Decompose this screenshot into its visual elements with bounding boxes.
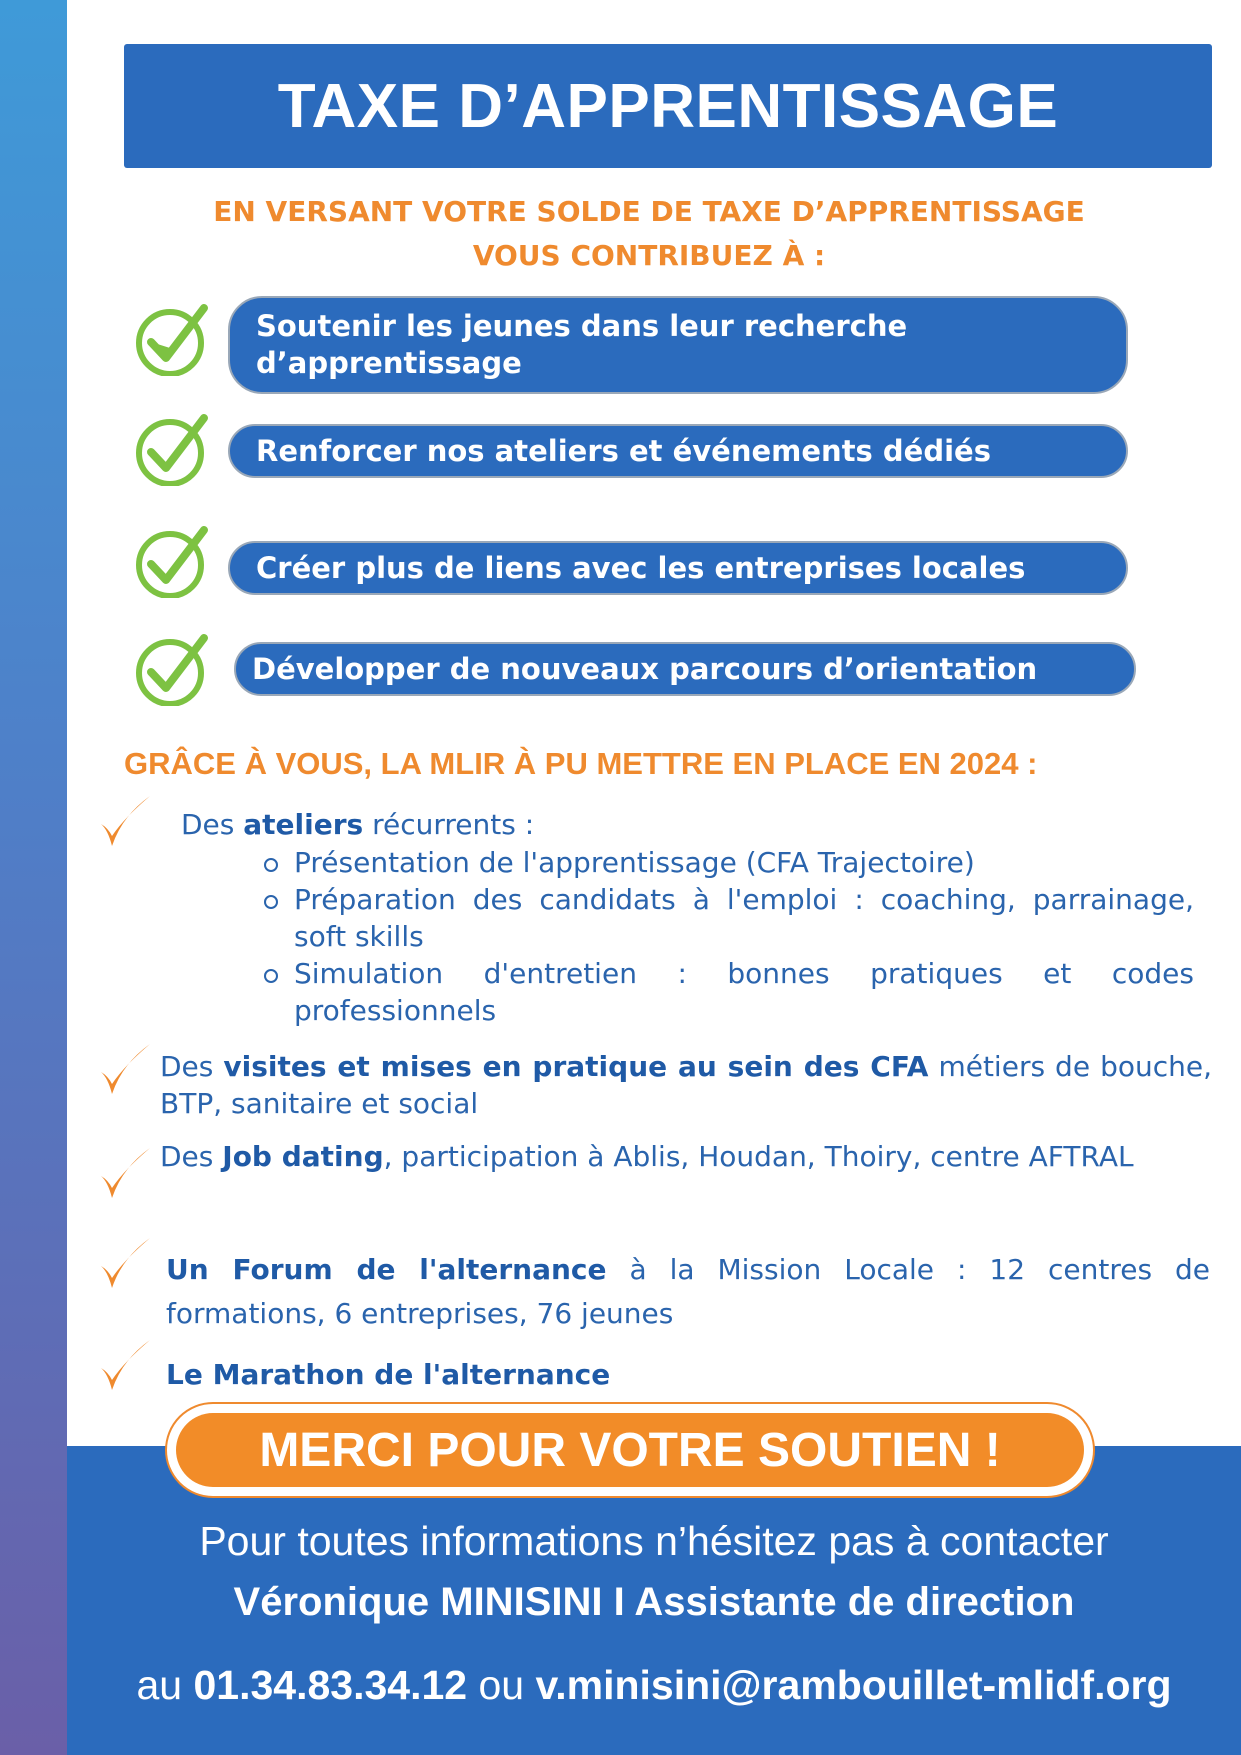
ateliers-intro [181, 806, 534, 843]
achievements-heading: GRÂCE À VOUS, LA MLIR À PU METTRE EN PLACE EN 2024 : [124, 746, 1038, 781]
checkmark-icon [98, 1144, 152, 1202]
title-banner [124, 44, 1212, 168]
ateliers-bold: ateliers [243, 808, 364, 841]
marathon-bold: Le Marathon de l'alternance [166, 1358, 611, 1391]
email-address: v.minisini@rambouillet-mlidf.org [535, 1662, 1172, 1708]
benefit-pill-1 [228, 296, 1128, 394]
checkmark-icon [98, 1336, 152, 1394]
intro-line-1: EN VERSANT VOTRE SOLDE DE TAXE D’APPRENTISSAGE [213, 195, 1085, 228]
ateliers-list [262, 844, 1194, 1029]
benefit-item-4 [134, 632, 1134, 706]
contact-person: Véronique MINISINI I Assistante de direction [233, 1580, 1075, 1624]
list-item: Simulation d'entretien : bonnes pratiques et codes professionnels [262, 955, 1194, 1029]
check-circle-icon [134, 302, 212, 376]
phone-number: 01.34.83.34.12 [193, 1662, 468, 1708]
checkmark-icon [98, 792, 152, 850]
benefit-1-line-2: d’apprentissage [256, 346, 522, 380]
check-circle-icon [134, 632, 212, 706]
forum-bold: Un Forum de l'alternance [166, 1253, 607, 1286]
checkmark-icon [98, 1040, 152, 1098]
job-dating-prefix: Des [160, 1140, 223, 1173]
job-dating-suffix: , participation à Ablis, Houdan, Thoiry, centre AFTRAL [383, 1140, 1134, 1173]
benefit-3-label: Créer plus de liens avec les entreprises locales [256, 550, 1026, 585]
ateliers-prefix: Des [181, 808, 244, 841]
intro-line-2: VOUS CONTRIBUEZ À : [472, 239, 826, 272]
ateliers-suffix: récurrents : [363, 808, 535, 841]
check-circle-icon [134, 524, 212, 598]
benefit-item-3 [134, 524, 1134, 598]
benefit-pill-3 [228, 541, 1128, 595]
contact-prefix: au [136, 1662, 194, 1708]
benefit-2-label: Renforcer nos ateliers et événements dédiés [256, 433, 991, 468]
visites-text [160, 1048, 1212, 1122]
forum-text [166, 1248, 1210, 1336]
benefit-item-1 [134, 296, 1134, 396]
benefit-pill-4 [234, 642, 1136, 696]
checkmark-icon [98, 1234, 152, 1292]
list-item: Présentation de l'apprentissage (CFA Trajectoire) [262, 844, 1194, 881]
benefit-1-line-1: Soutenir les jeunes dans leur recherche [256, 309, 908, 343]
benefit-item-2 [134, 412, 1134, 486]
benefit-4-label: Développer de nouveaux parcours d’orientation [252, 651, 1038, 686]
check-circle-icon [134, 412, 212, 486]
job-dating-text [160, 1138, 1212, 1175]
intro-text [124, 190, 1174, 278]
thanks-banner: MERCI POUR VOTRE SOUTIEN ! [176, 1413, 1084, 1487]
marathon-text [166, 1356, 1210, 1393]
list-item: Préparation des candidats à l'emploi : coaching, parrainage, soft skills [262, 881, 1194, 955]
page-title: TAXE D’APPRENTISSAGE [277, 71, 1059, 141]
visites-suffix: métiers de bouche, BTP, sanitaire et social [160, 1050, 1212, 1120]
visites-bold: visites et mises en pratique au sein des CFA [223, 1050, 929, 1083]
visites-prefix: Des [160, 1050, 224, 1083]
contact-middle: ou [467, 1662, 536, 1708]
side-gradient-bar [0, 0, 67, 1755]
contact-line-1: Pour toutes informations n’hésitez pas à contacter [199, 1518, 1109, 1564]
job-dating-bold: Job dating [222, 1140, 384, 1173]
benefit-pill-2 [228, 424, 1128, 478]
contact-details [67, 1662, 1241, 1709]
forum-suffix: à la Mission Locale : 12 centres de formations, 6 entreprises, 76 jeunes [166, 1253, 1211, 1330]
